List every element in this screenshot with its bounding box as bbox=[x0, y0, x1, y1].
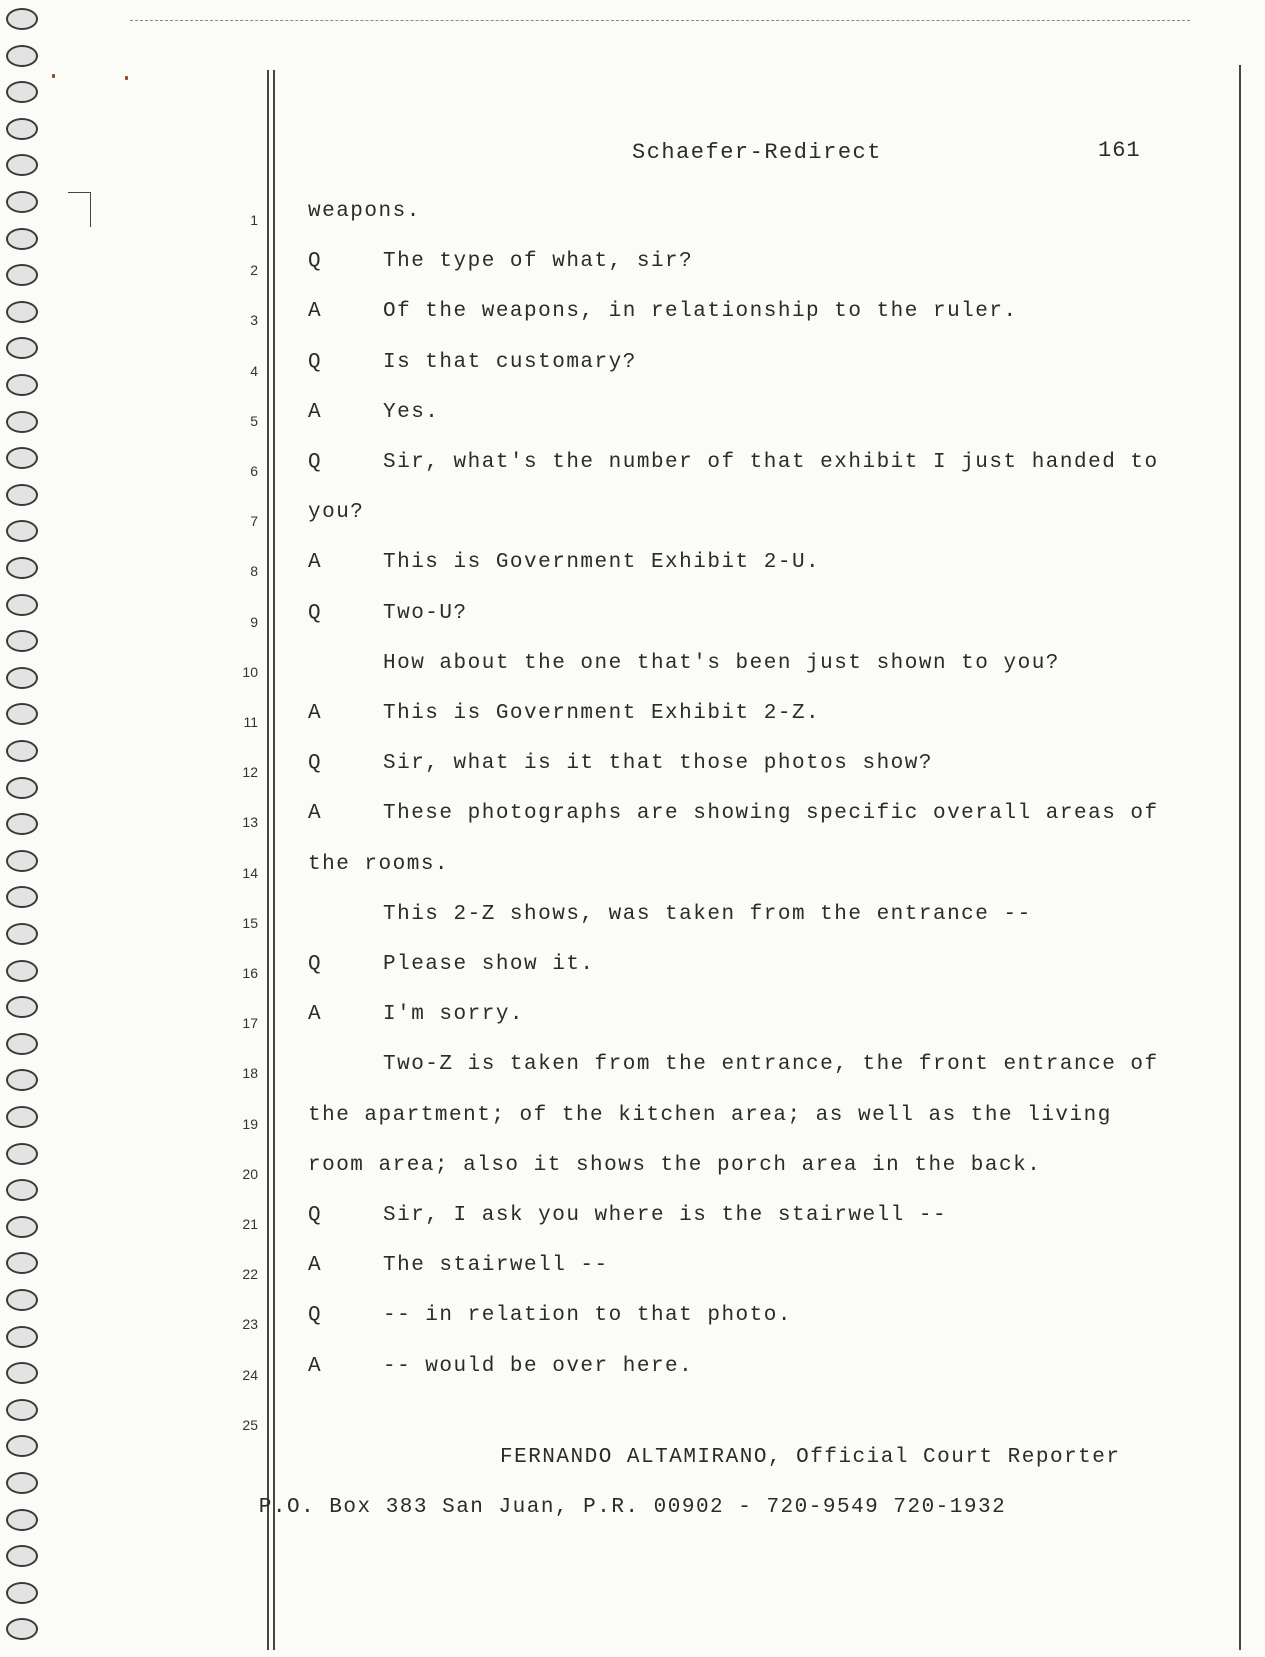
binding-ring bbox=[6, 1545, 38, 1567]
speaker-label: Q bbox=[308, 752, 322, 776]
binding-ring bbox=[6, 1216, 38, 1238]
binding-ring bbox=[6, 411, 38, 433]
binding-ring bbox=[6, 1033, 38, 1055]
binding-ring bbox=[6, 667, 38, 689]
binding-ring bbox=[6, 45, 38, 67]
line-text: Please show it. bbox=[383, 953, 595, 976]
binding-ring bbox=[6, 1362, 38, 1384]
line-number: 9 bbox=[250, 613, 258, 630]
binding-ring bbox=[6, 777, 38, 799]
speaker-label: Q bbox=[308, 953, 322, 976]
line-text: Sir, I ask you where is the stairwell -- bbox=[383, 1204, 948, 1227]
binding-ring bbox=[6, 557, 38, 579]
line-number: 1 bbox=[250, 212, 258, 228]
line-text: the rooms. bbox=[308, 852, 450, 876]
reporter-name: FERNANDO ALTAMIRANO, Official Court Reporter bbox=[500, 1446, 1121, 1469]
binding-ring bbox=[6, 1618, 38, 1640]
line-text: weapons. bbox=[308, 200, 421, 223]
top-perforation bbox=[130, 20, 1190, 21]
line-text: Sir, what's the number of that exhibit I just handed to bbox=[383, 451, 1159, 474]
speaker-label: A bbox=[308, 1354, 322, 1378]
line-text: Sir, what is it that those photos show? bbox=[383, 752, 933, 776]
speaker-label: A bbox=[308, 802, 322, 826]
line-number: 14 bbox=[242, 864, 258, 881]
speaker-label: A bbox=[308, 1254, 322, 1278]
speaker-label: A bbox=[308, 400, 322, 424]
binding-ring bbox=[6, 703, 38, 725]
binding-ring bbox=[6, 374, 38, 396]
line-number: 5 bbox=[250, 412, 258, 429]
line-number: 7 bbox=[250, 513, 258, 530]
binding-ring bbox=[6, 8, 38, 30]
line-number: 21 bbox=[242, 1216, 258, 1232]
binding-ring bbox=[6, 484, 38, 506]
line-number: 17 bbox=[242, 1015, 258, 1032]
speaker-label: Q bbox=[308, 250, 322, 274]
ink-speck bbox=[125, 76, 128, 80]
speaker-label: Q bbox=[308, 601, 322, 625]
speaker-label: Q bbox=[308, 1204, 322, 1227]
line-text: Two-Z is taken from the entrance, the front entrance of bbox=[383, 1053, 1159, 1077]
left-margin-line-inner bbox=[273, 70, 275, 1650]
binding-ring bbox=[6, 1106, 38, 1128]
binding-ring bbox=[6, 1143, 38, 1165]
speaker-label: Q bbox=[308, 350, 322, 374]
speaker-label: A bbox=[308, 702, 322, 725]
ink-speck bbox=[52, 74, 55, 78]
binding-ring bbox=[6, 1326, 38, 1348]
spiral-binding bbox=[6, 4, 46, 1654]
speaker-label: A bbox=[308, 551, 322, 575]
line-text: How about the one that's been just shown to you? bbox=[383, 651, 1060, 675]
line-number: 23 bbox=[242, 1316, 258, 1333]
binding-ring bbox=[6, 191, 38, 213]
speaker-label: A bbox=[308, 300, 322, 324]
left-margin-line bbox=[267, 70, 269, 1650]
line-number: 3 bbox=[250, 312, 258, 329]
line-number: 15 bbox=[242, 914, 258, 931]
line-number: 25 bbox=[242, 1416, 258, 1433]
line-number: 19 bbox=[242, 1115, 258, 1132]
corner-bracket-mark bbox=[68, 192, 91, 227]
binding-ring bbox=[6, 813, 38, 835]
binding-ring bbox=[6, 850, 38, 872]
speaker-label: Q bbox=[308, 451, 322, 474]
page-number: 161 bbox=[1098, 138, 1141, 163]
speaker-label: Q bbox=[308, 1304, 322, 1328]
binding-ring bbox=[6, 1179, 38, 1201]
reporter-address: P.O. Box 383 San Juan, P.R. 00902 - 720-9549 720-1932 bbox=[258, 1496, 1007, 1519]
line-text: -- would be over here. bbox=[383, 1354, 694, 1378]
binding-ring bbox=[6, 154, 38, 176]
page-title: Schaefer-Redirect bbox=[632, 140, 882, 165]
line-text: This 2-Z shows, was taken from the entrance -- bbox=[383, 902, 1032, 926]
line-number: 18 bbox=[242, 1065, 258, 1082]
line-number: 6 bbox=[250, 463, 258, 479]
line-number: 24 bbox=[242, 1366, 258, 1383]
binding-ring bbox=[6, 337, 38, 359]
line-text: I'm sorry. bbox=[383, 1003, 525, 1027]
line-number: 13 bbox=[242, 814, 258, 831]
binding-ring bbox=[6, 118, 38, 140]
line-number: 12 bbox=[242, 764, 258, 781]
binding-ring bbox=[6, 923, 38, 945]
line-number: 16 bbox=[242, 965, 258, 981]
binding-ring bbox=[6, 81, 38, 103]
line-text: -- in relation to that photo. bbox=[383, 1304, 792, 1328]
binding-ring bbox=[6, 630, 38, 652]
binding-ring bbox=[6, 1399, 38, 1421]
binding-ring bbox=[6, 594, 38, 616]
line-number: 22 bbox=[242, 1266, 258, 1283]
line-number: 20 bbox=[242, 1165, 258, 1182]
speaker-label: A bbox=[308, 1003, 322, 1027]
line-number: 11 bbox=[243, 714, 258, 730]
line-text: The type of what, sir? bbox=[383, 250, 694, 274]
line-text: room area; also it shows the porch area in the back. bbox=[308, 1153, 1042, 1177]
line-number: 4 bbox=[250, 362, 258, 379]
binding-ring bbox=[6, 740, 38, 762]
binding-ring bbox=[6, 520, 38, 542]
line-number: 10 bbox=[242, 663, 258, 680]
binding-ring bbox=[6, 1289, 38, 1311]
line-text: This is Government Exhibit 2-U. bbox=[383, 551, 821, 575]
binding-ring bbox=[6, 1472, 38, 1494]
binding-ring bbox=[6, 996, 38, 1018]
binding-ring bbox=[6, 228, 38, 250]
binding-ring bbox=[6, 960, 38, 982]
right-margin-line bbox=[1239, 65, 1241, 1650]
line-number: 2 bbox=[250, 262, 258, 279]
binding-ring bbox=[6, 301, 38, 323]
line-text: the apartment; of the kitchen area; as well as the living bbox=[308, 1103, 1112, 1127]
binding-ring bbox=[6, 1582, 38, 1604]
line-text: This is Government Exhibit 2-Z. bbox=[383, 702, 821, 725]
binding-ring bbox=[6, 1252, 38, 1274]
line-text: you? bbox=[308, 501, 365, 525]
line-number: 8 bbox=[250, 563, 258, 580]
binding-ring bbox=[6, 886, 38, 908]
line-text: These photographs are showing specific overall areas of bbox=[383, 802, 1159, 826]
line-text: The stairwell -- bbox=[383, 1254, 609, 1278]
line-text: Is that customary? bbox=[383, 350, 637, 374]
line-text: Yes. bbox=[383, 400, 440, 424]
line-text: Two-U? bbox=[383, 601, 468, 625]
binding-ring bbox=[6, 447, 38, 469]
binding-ring bbox=[6, 264, 38, 286]
line-text: Of the weapons, in relationship to the ruler. bbox=[383, 300, 1018, 324]
binding-ring bbox=[6, 1069, 38, 1091]
